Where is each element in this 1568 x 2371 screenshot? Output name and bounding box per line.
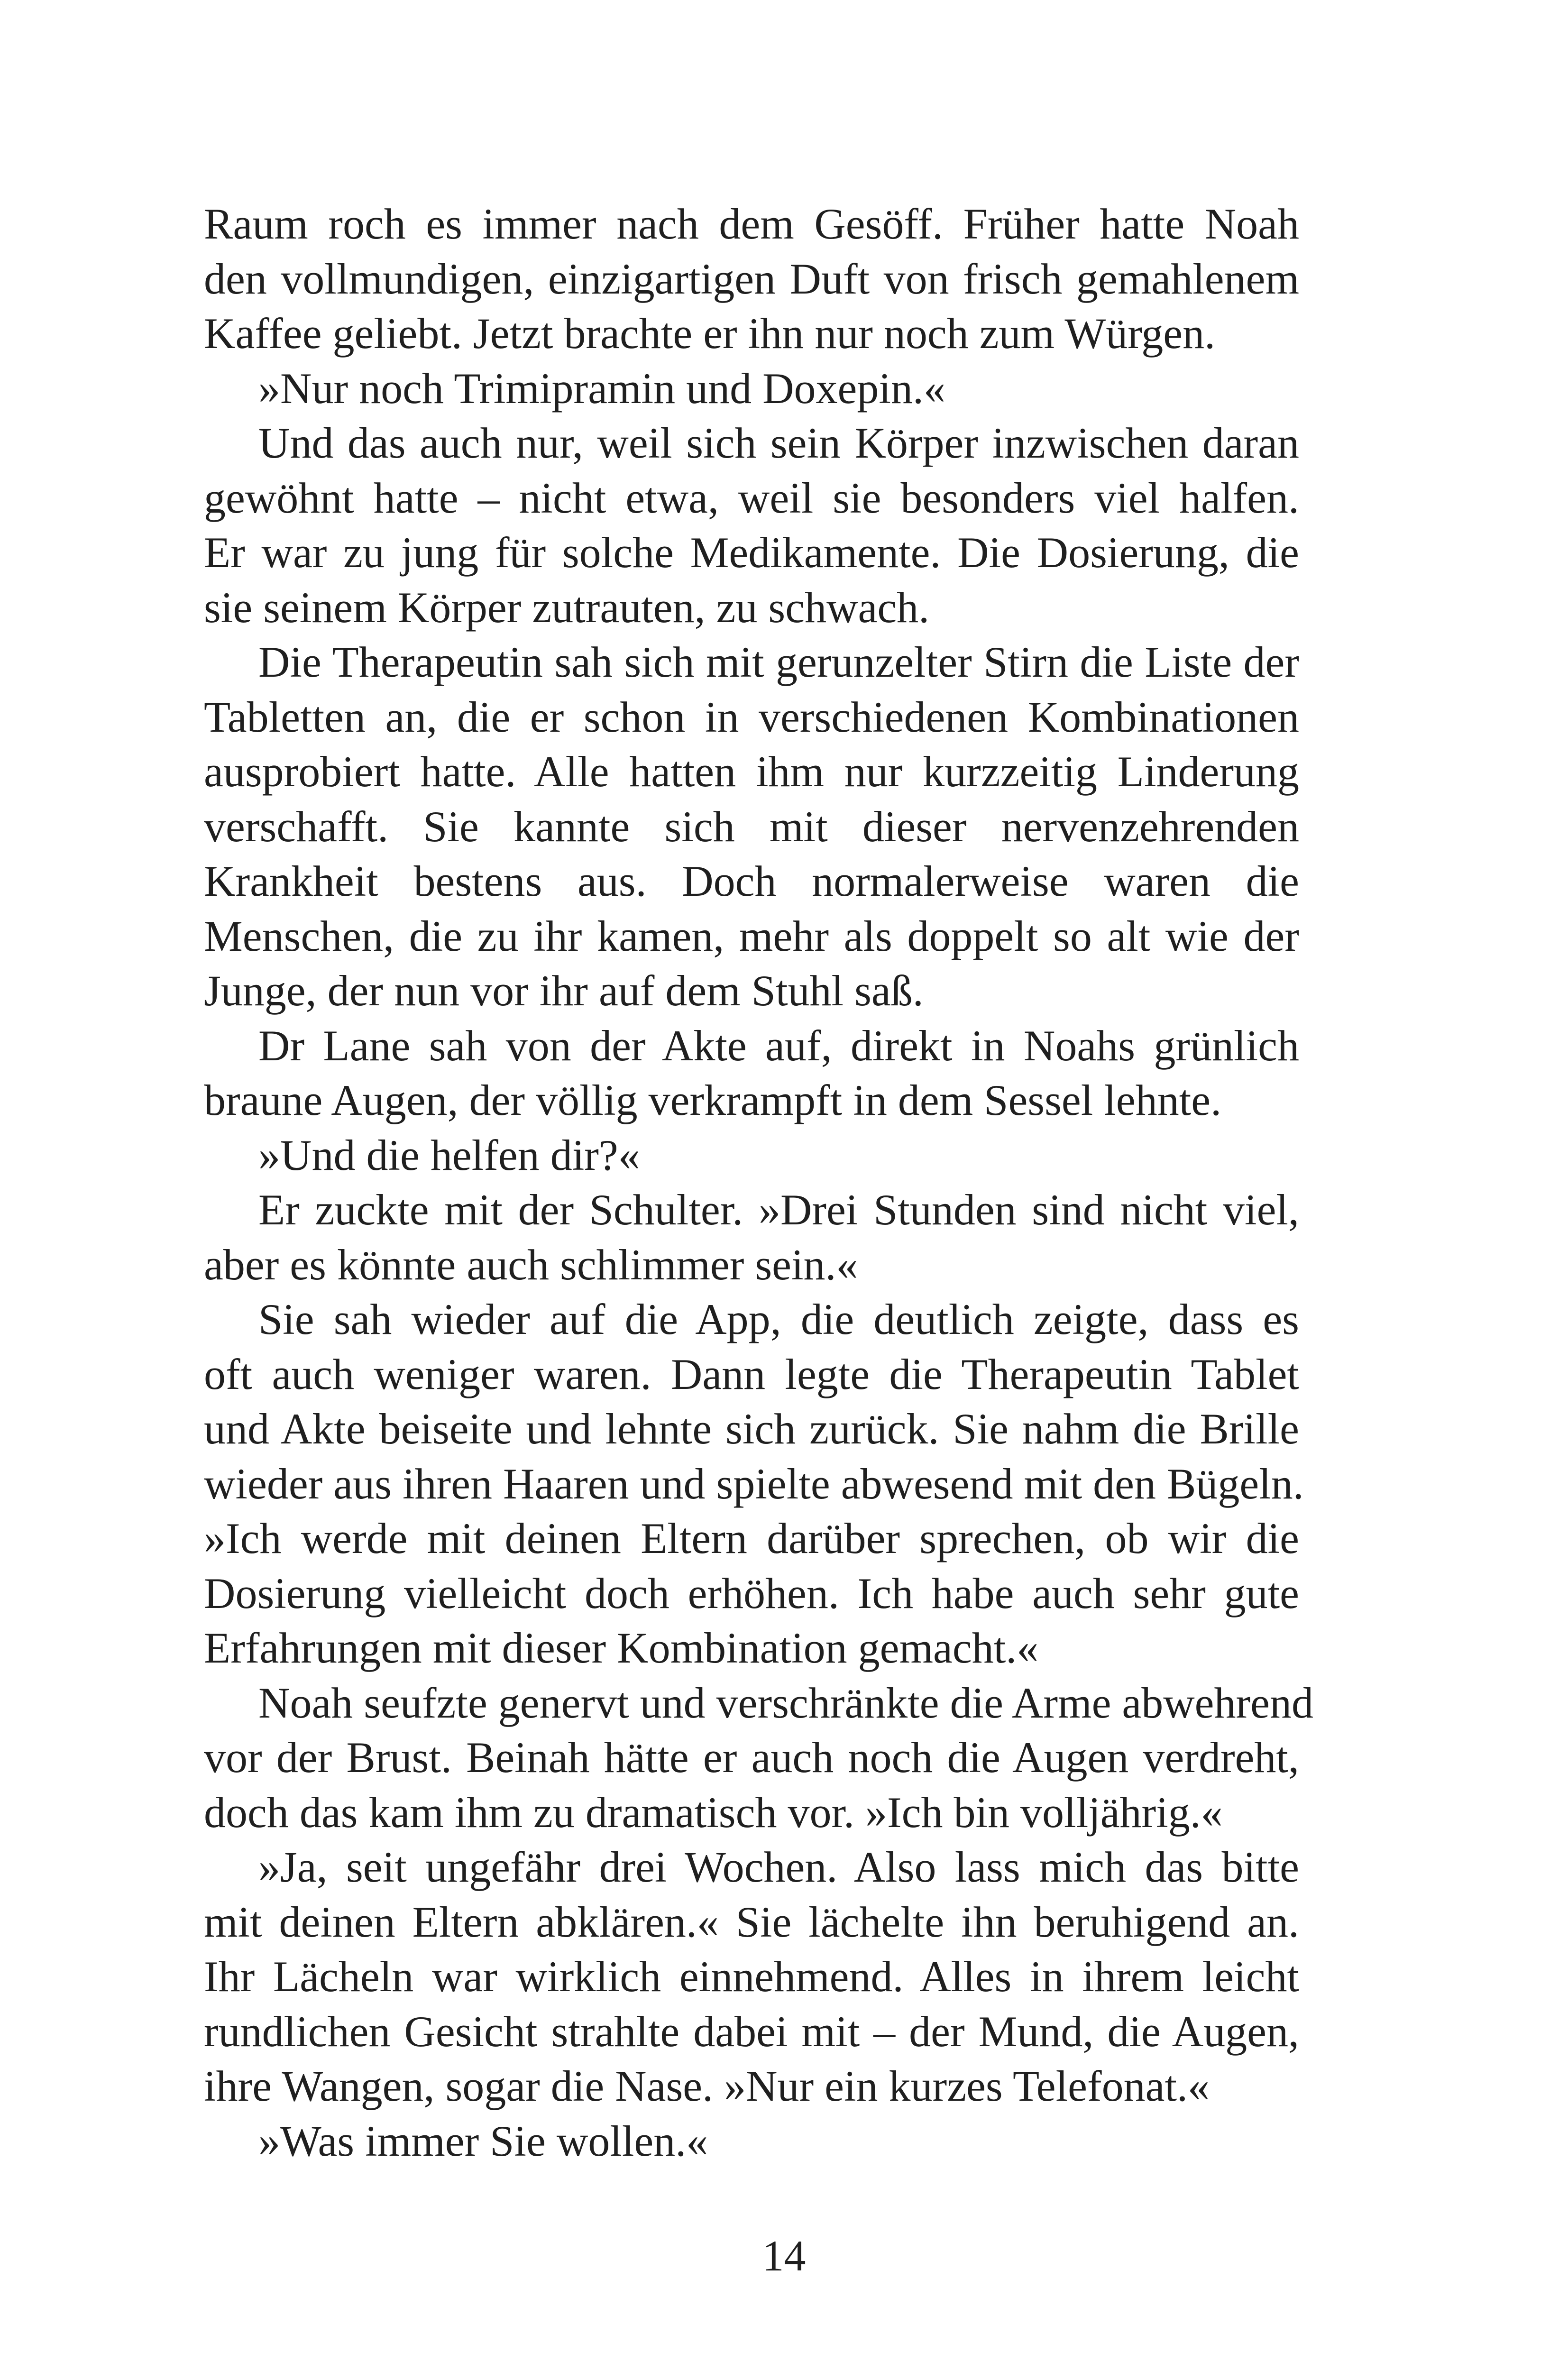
body-text	[204, 197, 1313, 2169]
text-line: doch das kam ihm zu dramatisch vor. »Ich bin volljährig.«	[204, 1788, 1223, 1837]
text-line: und Akte beiseite und lehnte sich zurück. Sie nahm die Brille	[204, 1405, 1299, 1453]
text-line: Dr Lane sah von der Akte auf, direkt in Noahs grünlich	[258, 1021, 1299, 1070]
text-line: vor der Brust. Beinah hätte er auch noch die Augen verdreht,	[204, 1733, 1299, 1782]
text-line: oft auch weniger waren. Dann legte die Therapeutin Tablet	[204, 1350, 1299, 1398]
text-line: ausprobiert hatte. Alle hatten ihm nur kurzzeitig Linderung	[204, 747, 1299, 796]
text-line: Dosierung vielleicht doch erhöhen. Ich habe auch sehr gute	[204, 1569, 1299, 1617]
text-line: Noah seufzte genervt und verschränkte die Arme abwehrend	[258, 1678, 1313, 1727]
text-line: Er war zu jung für solche Medikamente. Die Dosierung, die	[204, 528, 1299, 577]
text-line: Tabletten an, die er schon in verschiedenen Kombinationen	[204, 692, 1299, 741]
text-line: Die Therapeutin sah sich mit gerunzelter Stirn die Liste der	[258, 638, 1299, 686]
text-line: gewöhnt hatte – nicht etwa, weil sie besonders viel halfen.	[204, 473, 1299, 522]
text-line: »Nur noch Trimipramin und Doxepin.«	[258, 364, 945, 413]
text-line: Junge, der nun vor ihr auf dem Stuhl saß.	[204, 966, 924, 1015]
text-line: »Ja, seit ungefähr drei Wochen. Also lass mich das bitte	[258, 1843, 1299, 1891]
text-line: Er zuckte mit der Schulter. »Drei Stunden sind nicht viel,	[258, 1186, 1299, 1234]
text-line: Ihr Lächeln war wirklich einnehmend. Alles in ihrem leicht	[204, 1952, 1299, 2001]
text-line: ihre Wangen, sogar die Nase. »Nur ein kurzes Telefonat.«	[204, 2062, 1210, 2110]
text-line: Raum roch es immer nach dem Gesöff. Früher hatte Noah	[204, 200, 1299, 248]
text-line: mit deinen Eltern abklären.« Sie lächelte ihn beruhigend an.	[204, 1897, 1299, 1946]
text-line: sie seinem Körper zutrauten, zu schwach.	[204, 583, 930, 632]
text-line: aber es könnte auch schlimmer sein.«	[204, 1240, 858, 1289]
page-number: 14	[762, 2232, 806, 2280]
text-line: verschafft. Sie kannte sich mit dieser nervenzehrenden	[204, 802, 1299, 851]
text-line: Kaffee geliebt. Jetzt brachte er ihn nur noch zum Würgen.	[204, 309, 1216, 358]
text-line: wieder aus ihren Haaren und spielte abwesend mit den Bügeln.	[204, 1459, 1304, 1508]
text-line: Menschen, die zu ihr kamen, mehr als doppelt so alt wie der	[204, 911, 1299, 960]
text-line: rundlichen Gesicht strahlte dabei mit – der Mund, die Augen,	[204, 2007, 1299, 2056]
text-line: Erfahrungen mit dieser Kombination gemacht.«	[204, 1624, 1039, 1672]
text-line: braune Augen, der völlig verkrampft in dem Sessel lehnte.	[204, 1076, 1222, 1124]
text-line: den vollmundigen, einzigartigen Duft von frisch gemahlenem	[204, 254, 1299, 303]
text-line: »Und die helfen dir?«	[258, 1130, 640, 1179]
text-line: Krankheit bestens aus. Doch normalerweise waren die	[204, 857, 1299, 905]
text-line: »Ich werde mit deinen Eltern darüber sprechen, ob wir die	[204, 1514, 1299, 1562]
text-line: »Was immer Sie wollen.«	[258, 2116, 708, 2165]
text-line: Sie sah wieder auf die App, die deutlich zeigte, dass es	[258, 1295, 1299, 1343]
text-line: Und das auch nur, weil sich sein Körper inzwischen daran	[258, 419, 1299, 467]
